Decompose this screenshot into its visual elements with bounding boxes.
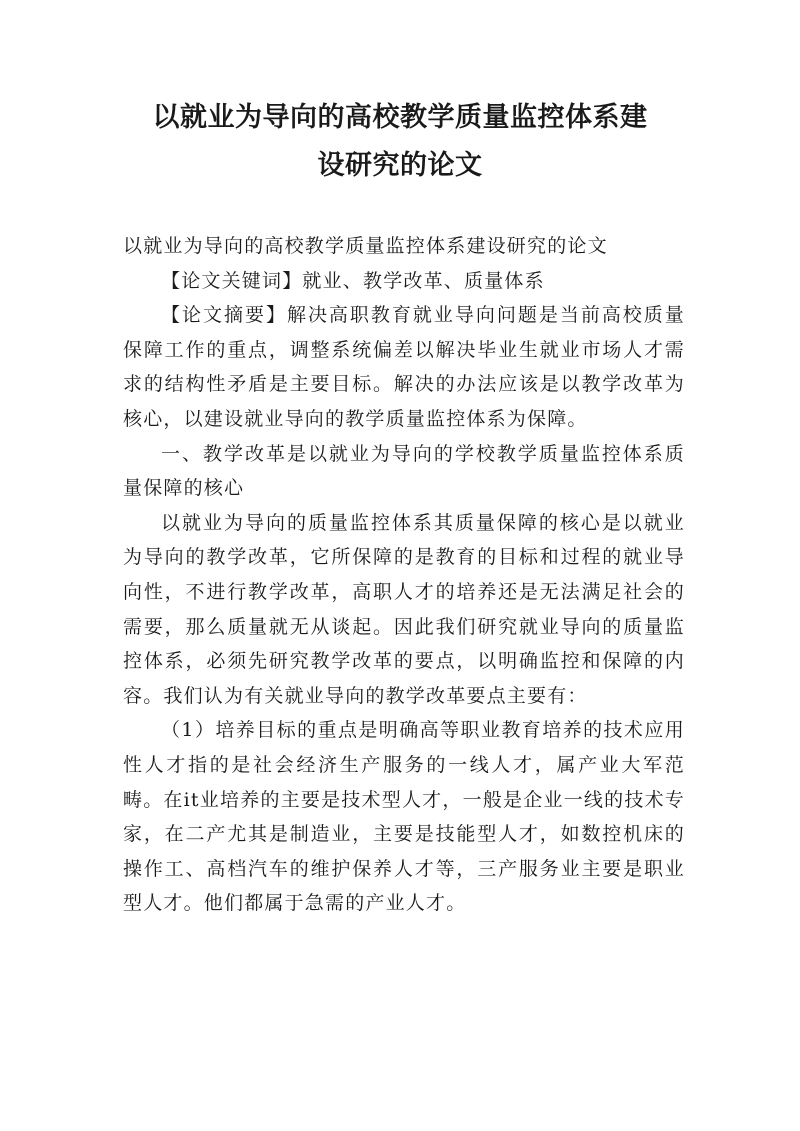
document-title <box>100 94 700 190</box>
paragraph-abstract: 【论文摘要】解决高职教育就业导向问题是当前高校质量保障工作的重点，调整系统偏差以解决毕业生就业市场人才需求的结构性矛盾是主要目标。解决的办法应该是以教学改革为核心，以建设就业导向的教学质量监控体系为保障。 <box>123 304 685 430</box>
title-line-1: 以就业为导向的高校教学质量监控体系建 <box>152 102 648 133</box>
paragraph-body-2: （1）培养目标的重点是明确高等职业教育培养的技术应用性人才指的是社会经济生产服务的一线人才，属产业大军范畴。在it业培养的主要是技术型人才，一般是企业一线的技术专家，在二产尤其是制造业，主要是技能型人才，如数控机床的操作工、高档汽车的维护保养人才等，三产服务业主要是职业型人才。他们都属于急需的产业人才。 <box>123 719 685 915</box>
paragraph-subtitle: 以就业为导向的高校教学质量监控体系建设研究的论文 <box>123 235 608 257</box>
paragraph-keywords: 【论文关键词】就业、教学改革、质量体系 <box>161 269 545 292</box>
section-heading-1: 一、教学改革是以就业为导向的学校教学质量监控体系质量保障的核心 <box>123 442 685 500</box>
document-body <box>123 229 685 921</box>
title-line-2: 设研究的论文 <box>317 150 483 181</box>
paragraph-body-1: 以就业为导向的质量监控体系其质量保障的核心是以就业为导向的教学改革，它所保障的是教育的目标和过程的就业导向性，不进行教学改革，高职人才的培养还是无法满足社会的需要，那么质量就无从谈起。因此我们研究就业导向的质量监控体系，必须先研究教学改革的要点，以明确监控和保障的内容。我们认为有关就业导向的教学改革要点主要有： <box>123 511 685 707</box>
